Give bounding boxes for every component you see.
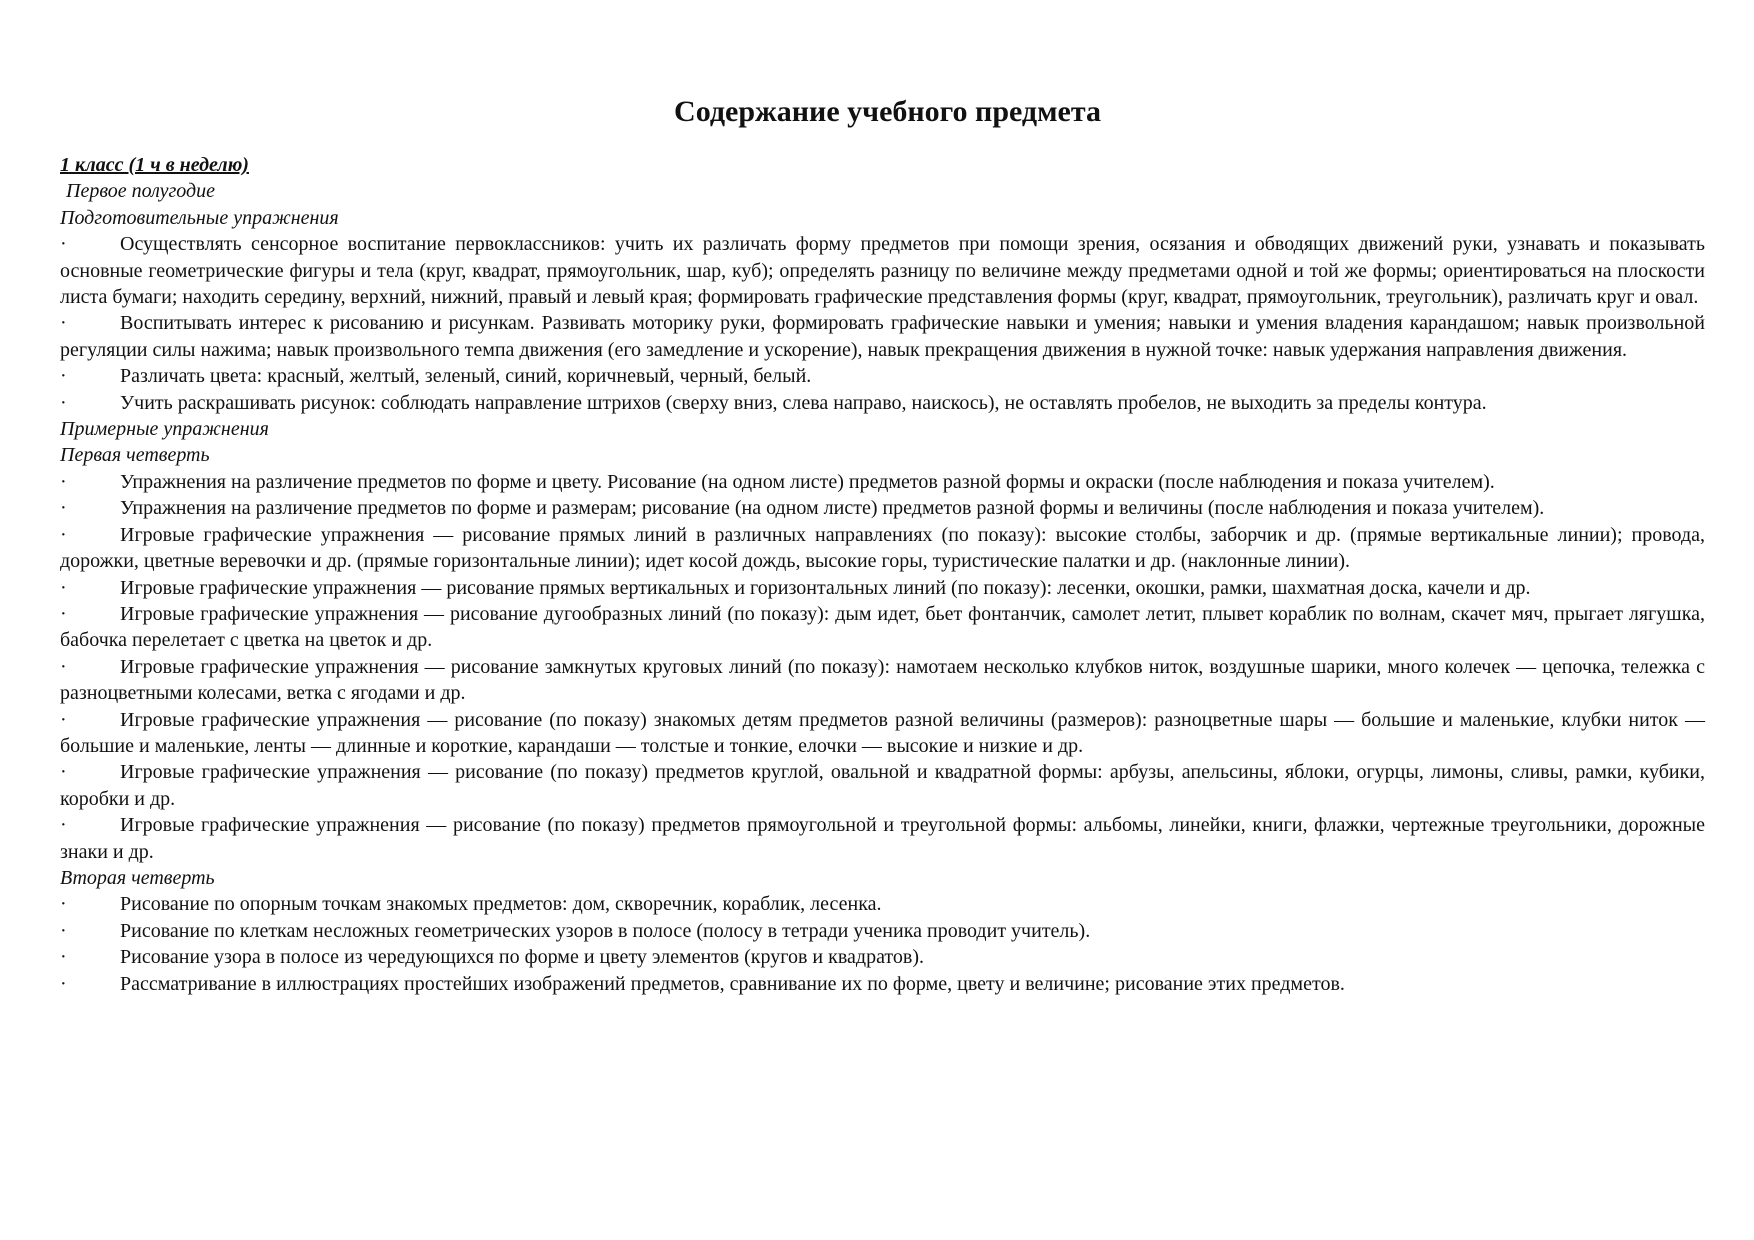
list-item: [60, 891, 1705, 917]
list-item-text: Игровые графические упражнения — рисование (по показу) предметов прямоугольной и треугольной формы: альбомы, линейки, книги, флажки, чертежные треугольники, дорожные знаки и др.: [60, 814, 1705, 863]
list-item-text: Игровые графические упражнения — рисование прямых линий в различных направлениях (по показу): высокие столбы, заборчик и др. (прямые вертикальные линии); провода, дорожки, цветные веревочки и др. (прямые горизонтальные линии); идет косой дождь, высокие горы, туристические палатки и др. (наклонные линии).: [60, 523, 1705, 573]
list-item: [60, 971, 1705, 997]
bullet-mark: ·: [60, 312, 67, 335]
list-item: [60, 495, 1705, 521]
bullet-mark: ·: [60, 233, 67, 256]
list-item: [60, 944, 1705, 970]
second-quarter-heading: Вторая четверть: [60, 866, 215, 889]
bullet-mark: ·: [60, 391, 67, 414]
bullet-mark: ·: [60, 893, 67, 916]
bullet-mark: ·: [60, 523, 67, 546]
list-item-text: Учить раскрашивать рисунок: соблюдать направление штрихов (сверху вниз, слева направо, наискось), не оставлять пробелов, не выходить за пределы контура.: [120, 391, 1487, 414]
list-item-text: Игровые графические упражнения — рисование (по показу) знакомых детям предметов разной величины (размеров): разноцветные шары — большие и маленькие, клубки ниток — большие и маленькие, ленты — длинные и короткие, карандаши — толстые и тонкие, елочки — высокие и низкие и др.: [60, 708, 1705, 757]
bullet-mark: ·: [60, 946, 67, 969]
list-item-text: Игровые графические упражнения — рисование дугообразных линий (по показу): дым идет, бьет фонтанчик, самолет летит, плывет кораблик по волнам, скачет мяч, прыгает лягушка, бабочка перелетает с цветка на цветок и др.: [60, 602, 1705, 652]
list-item: [60, 812, 1705, 865]
preparatory-heading: Подготовительные упражнения: [60, 206, 339, 229]
document-page: [60, 92, 1705, 997]
grade-heading: 1 класс (1 ч в неделю): [60, 154, 249, 176]
bullet-mark: ·: [60, 470, 67, 493]
examples-heading: Примерные упражнения: [60, 418, 269, 441]
list-item-text: Рисование по опорным точкам знакомых предметов: дом, скворечник, кораблик, лесенка.: [120, 893, 882, 916]
list-item-text: Различать цвета: красный, желтый, зеленый, синий, коричневый, черный, белый.: [120, 365, 812, 388]
list-item-text: Игровые графические упражнения — рисование замкнутых круговых линий (по показу): намотаем несколько клубков ниток, воздушные шарики, много колечек — цепочка, тележка с разноцветными колесами, ветка с ягодами и др.: [60, 655, 1705, 705]
list-item: [60, 231, 1705, 310]
bullet-mark: ·: [60, 708, 67, 731]
bullet-mark: ·: [60, 365, 67, 388]
bullet-mark: ·: [60, 972, 67, 995]
bullet-mark: ·: [60, 602, 67, 625]
first-quarter-list: [60, 469, 1705, 865]
bullet-mark: ·: [60, 655, 67, 678]
bullet-mark: ·: [60, 497, 67, 520]
bullet-mark: ·: [60, 919, 67, 942]
list-item: [60, 918, 1705, 944]
list-item: [60, 707, 1705, 760]
list-item: [60, 654, 1705, 707]
list-item-text: Воспитывать интерес к рисованию и рисункам. Развивать моторику руки, формировать графические навыки и умения; навыки и умения владения карандашом; навык произвольной регуляции силы нажима; навык произвольного темпа движения (его замедление и ускорение), навык прекращения движения в нужной точке: навык удержания направления движения.: [60, 312, 1705, 361]
first-quarter-heading: Первая четверть: [60, 444, 210, 467]
bullet-mark: ·: [60, 576, 67, 599]
list-item: [60, 575, 1705, 601]
list-item: [60, 469, 1705, 495]
list-item-text: Рисование по клеткам несложных геометрических узоров в полосе (полосу в тетради ученика проводит учитель).: [120, 919, 1091, 942]
list-item: [60, 390, 1705, 416]
half-year-heading: Первое полугодие: [66, 180, 215, 203]
list-item: [60, 363, 1705, 389]
list-item-text: Игровые графические упражнения — рисование (по показу) предметов круглой, овальной и квадратной формы: арбузы, апельсины, яблоки, огурцы, лимоны, сливы, рамки, кубики, коробки и др.: [60, 761, 1705, 810]
list-item-text: Осуществлять сенсорное воспитание первоклассников: учить их различать форму предметов при помощи зрения, осязания и обводящих движений руки, узнавать и показывать основные геометрические фигуры и тела (круг, квадрат, прямоугольник, шар, куб); определять разницу по величине между предметами одной и той же формы; ориентироваться на плоскости листа бумаги; находить середину, верхний, нижний, правый и левый края; формировать графические представления формы (круг, квадрат, прямоугольник, треугольник), различать круг и овал.: [60, 233, 1705, 309]
list-item: [60, 522, 1705, 575]
list-item: [60, 759, 1705, 812]
list-item-text: Игровые графические упражнения — рисование прямых вертикальных и горизонтальных линий (по показу): лесенки, окошки, рамки, шахматная доска, качели и др.: [120, 576, 1531, 599]
list-item: [60, 310, 1705, 363]
page-title: Содержание учебного предмета: [674, 95, 1101, 128]
bullet-mark: ·: [60, 814, 67, 837]
preparatory-list: [60, 231, 1705, 416]
list-item-text: Рассматривание в иллюстрациях простейших изображений предметов, сравнивание их по форме, цвету и величине; рисование этих предметов.: [120, 972, 1345, 995]
list-item-text: Рисование узора в полосе из чередующихся по форме и цвету элементов (кругов и квадратов).: [120, 946, 925, 969]
list-item-text: Упражнения на различение предметов по форме и цвету. Рисование (на одном листе) предметов разной формы и окраски (после наблюдения и показа учителем).: [120, 470, 1495, 493]
bullet-mark: ·: [60, 761, 67, 784]
list-item-text: Упражнения на различение предметов по форме и размерам; рисование (на одном листе) предметов разной формы и величины (после наблюдения и показа учителем).: [120, 497, 1545, 520]
list-item: [60, 601, 1705, 654]
second-quarter-list: [60, 891, 1705, 997]
